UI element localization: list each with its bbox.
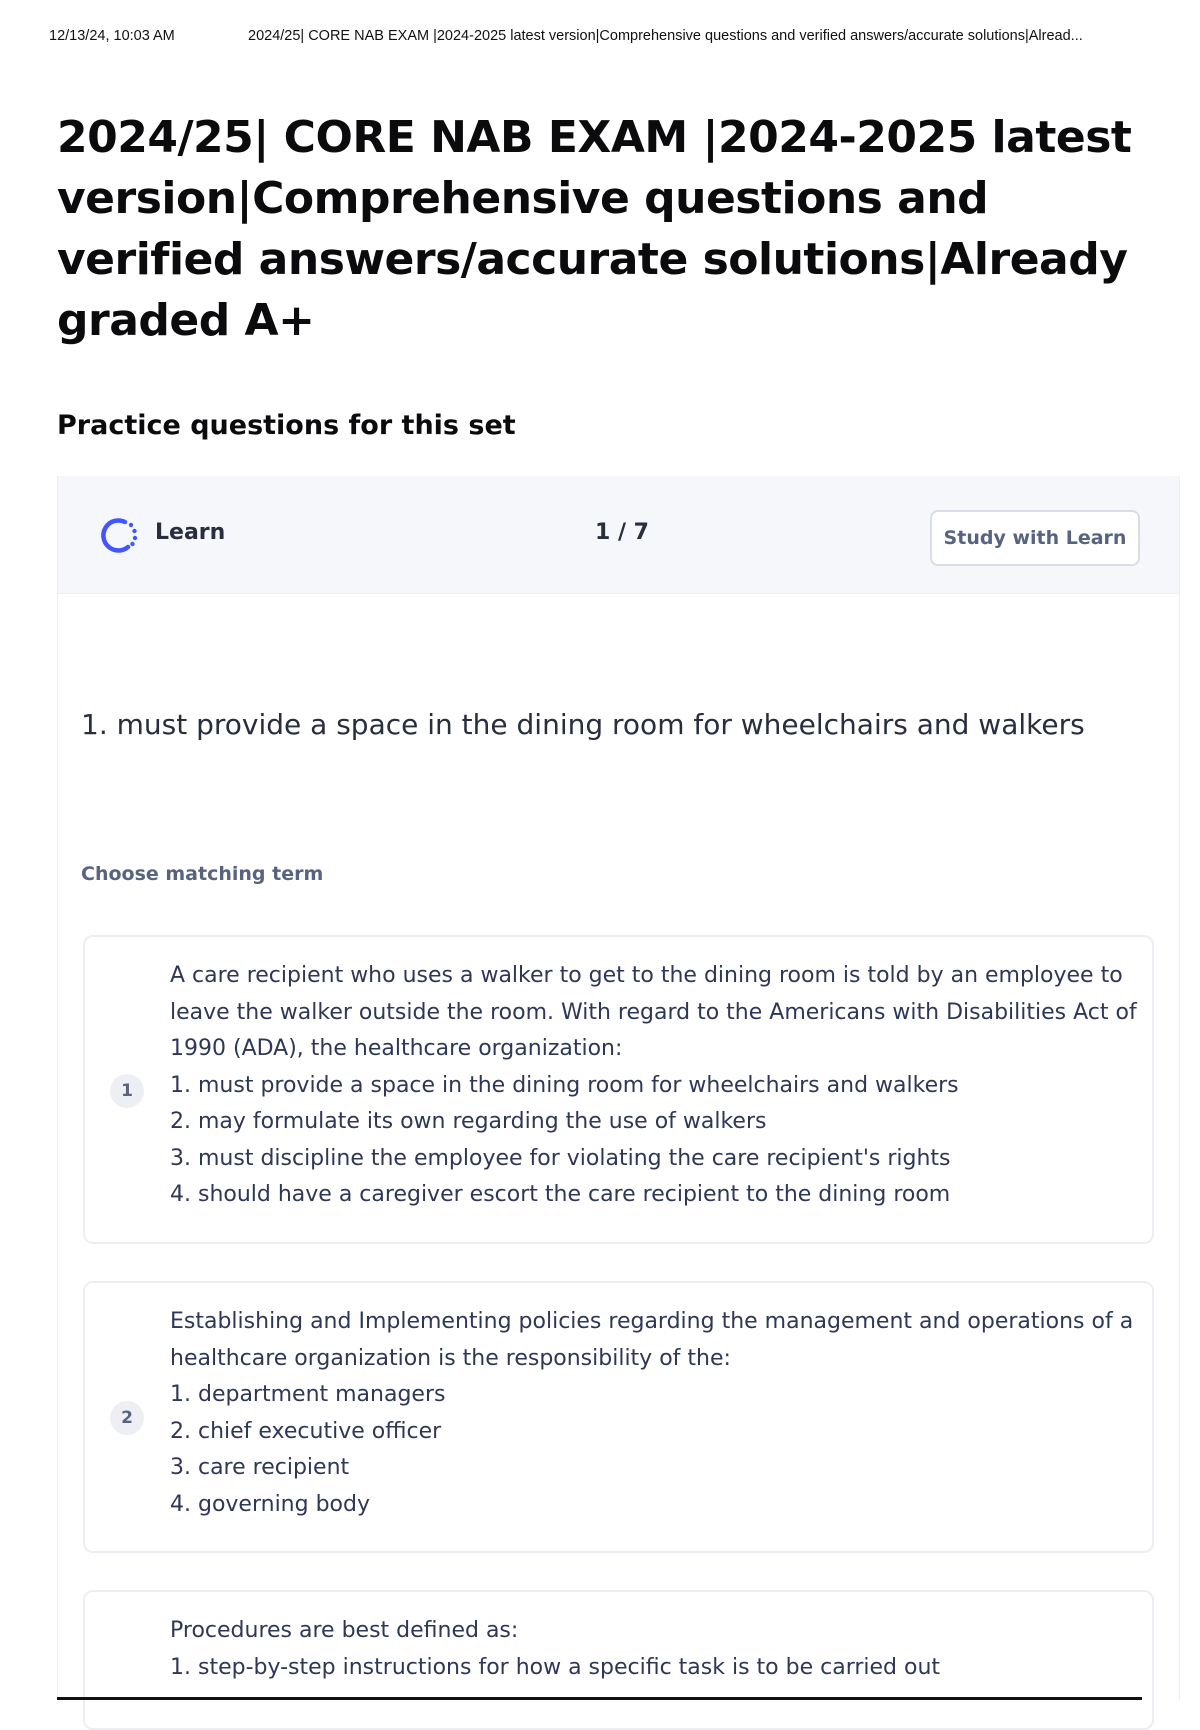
option-line: 1. must provide a space in the dining room for wheelchairs and walkers [170,1072,959,1098]
answer-option-2[interactable] [83,1281,1154,1553]
option-line: 3. must discipline the employee for violating the care recipient's rights [170,1145,951,1171]
option-line: 3. care recipient [170,1455,350,1480]
option-number-badge: 1 [110,1074,144,1108]
option-line: 4. should have a caregiver escort the care recipient to the dining room [170,1182,951,1207]
print-date: 12/13/24, 10:03 AM [49,28,175,44]
study-with-learn-button[interactable]: Study with Learn [930,510,1140,566]
learn-panel [57,476,1180,1700]
option-number-badge: 2 [110,1401,144,1435]
section-heading: Practice questions for this set [57,410,516,441]
option-text [170,1613,1126,1686]
choose-instruction: Choose matching term [81,863,324,885]
option-text [170,958,1137,1214]
question-prompt: 1. must provide a space in the dining room for wheelchairs and walkers [81,708,1085,741]
learn-spinner-icon [98,514,140,556]
option-line: A care recipient who uses a walker to get to the dining room is told by an employee to [170,963,1123,988]
page-title: 2024/25| CORE NAB EXAM |2024-2025 latest version|Comprehensive questions and verified answers/accurate solutions|Already graded A+ [57,112,1132,346]
option-text [170,1304,1134,1523]
answer-option-1[interactable] [83,935,1154,1244]
option-line: 4. governing body [170,1491,370,1517]
option-line: 2. may formulate its own regarding the use of walkers [170,1109,767,1134]
option-line: Establishing and Implementing policies regarding the management and operations of a [170,1309,1134,1334]
learn-label: Learn [155,520,226,545]
option-line: 1. step-by-step instructions for how a specific task is to be carried out [170,1654,941,1680]
option-line: Procedures are best defined as: [170,1618,519,1643]
progress-counter: 1 / 7 [595,520,649,545]
answer-option-3[interactable] [83,1590,1154,1730]
option-line: 1990 (ADA), the healthcare organization: [170,1036,623,1061]
option-line: leave the walker outside the room. With regard to the Americans with Disabilities Act of [170,999,1137,1025]
option-line: healthcare organization is the responsibility of the: [170,1345,731,1371]
learn-header [58,476,1179,594]
print-doc-title: 2024/25| CORE NAB EXAM |2024-2025 latest version|Comprehensive questions and verified answers/accurate solutions|Alread... [248,28,1083,44]
print-header [49,28,1180,48]
option-line: 2. chief executive officer [170,1418,442,1444]
option-line: 1. department managers [170,1382,446,1407]
